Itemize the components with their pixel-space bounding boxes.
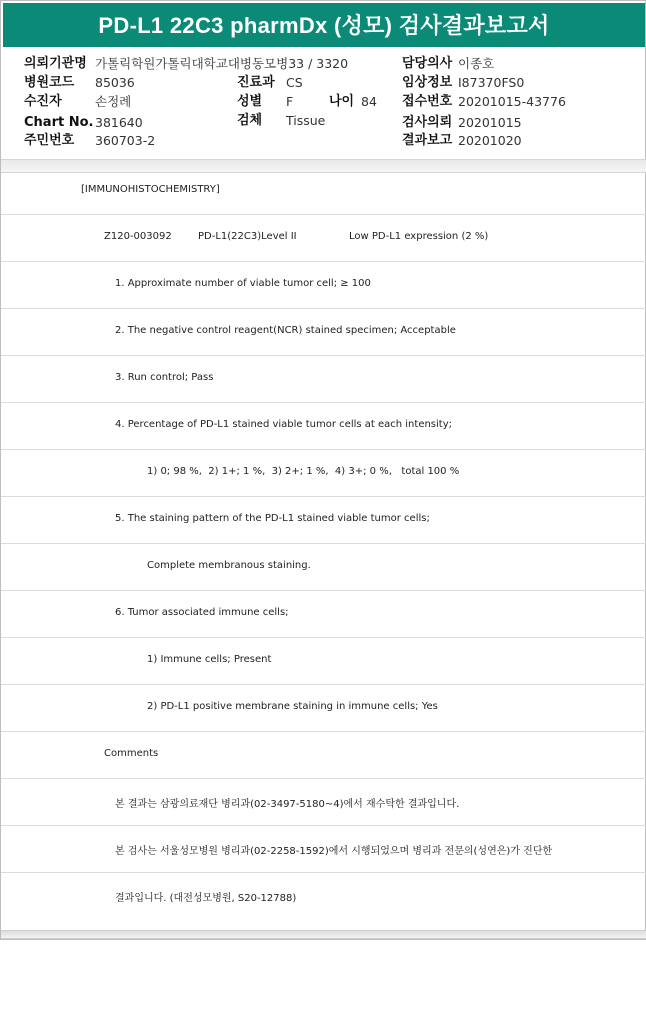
comment-line: 결과입니다. (대전성모병원, S20-12788) xyxy=(115,893,297,904)
hospital-code-value: 85036 xyxy=(95,75,135,90)
result-row xyxy=(1,732,646,779)
section-heading: [IMMUNOHISTOCHEMISTRY] xyxy=(81,184,220,195)
result-row xyxy=(1,356,646,403)
result-row xyxy=(1,262,646,309)
report-title: PD-L1 22C3 pharmDx (성모) 검사결과보고서 xyxy=(3,3,645,47)
department-label: 진료과 xyxy=(237,75,275,90)
sex-value: F xyxy=(286,94,294,109)
result-row xyxy=(1,497,646,544)
finding-subline: Complete membranous staining. xyxy=(147,560,311,571)
finding-subline: 1) Immune cells; Present xyxy=(147,654,272,665)
patient-name-value: 손정례 xyxy=(95,94,132,109)
request-date-label: 검사의뢰 xyxy=(402,115,453,130)
department-value: CS xyxy=(286,75,303,90)
result-row xyxy=(1,168,646,215)
test-code: Z120-003092 xyxy=(104,231,172,242)
specimen-value: Tissue xyxy=(286,113,326,128)
resident-no-label: 주민번호 xyxy=(24,133,75,148)
sex-label: 성별 xyxy=(237,94,263,109)
institution-label: 의뢰기관명 xyxy=(24,56,87,71)
doctor-label: 담당의사 xyxy=(402,56,453,71)
chart-no-label: Chart No. xyxy=(24,115,94,130)
comment-line: 본 결과는 삼광의료재단 병리과(02-3497-5180~4)에서 재수탁한 결과입니다. xyxy=(115,799,460,810)
result-row xyxy=(1,591,646,638)
resident-no-value: 360703-2 xyxy=(95,133,156,148)
finding-line: 1. Approximate number of viable tumor cell; ≥ 100 xyxy=(115,278,371,289)
report-date-label: 결과보고 xyxy=(402,133,453,148)
clinical-info-label: 임상정보 xyxy=(402,75,453,90)
result-body xyxy=(1,168,646,920)
result-row xyxy=(1,873,646,920)
report-date-value: 20201020 xyxy=(458,133,522,148)
result-row xyxy=(1,403,646,450)
finding-subline: 1) 0; 98 %, 2) 1+; 1 %, 3) 2+; 1 %, 4) 3+; 0 %, total 100 % xyxy=(147,466,460,477)
finding-line: 2. The negative control reagent(NCR) stained specimen; Acceptable xyxy=(115,325,456,336)
result-row xyxy=(1,309,646,356)
age-label: 나이 xyxy=(329,94,355,109)
finding-line: 5. The staining pattern of the PD-L1 stained viable tumor cells; xyxy=(115,513,430,524)
institution-value: 가톨릭학원가톨릭대학교대병동모병33 / 3320 xyxy=(95,56,349,71)
doctor-value: 이종호 xyxy=(458,56,495,71)
finding-line: 4. Percentage of PD-L1 stained viable tumor cells at each intensity; xyxy=(115,419,453,430)
specimen-label: 검체 xyxy=(237,113,263,128)
finding-subline: 2) PD-L1 positive membrane staining in immune cells; Yes xyxy=(147,701,438,712)
hospital-code-label: 병원코드 xyxy=(24,75,75,90)
result-row xyxy=(1,779,646,826)
finding-line: 6. Tumor associated immune cells; xyxy=(115,607,289,618)
comments-label: Comments xyxy=(104,748,159,759)
result-row xyxy=(1,450,646,497)
finding-line: 3. Run control; Pass xyxy=(115,372,214,383)
bottom-divider xyxy=(1,930,646,939)
result-row xyxy=(1,826,646,873)
result-row xyxy=(1,638,646,685)
patient-name-label: 수진자 xyxy=(24,94,62,109)
receipt-no-label: 접수번호 xyxy=(402,94,453,109)
expression-result: Low PD-L1 expression (2 %) xyxy=(349,231,489,242)
result-row xyxy=(1,215,646,262)
clinical-info-value: I87370FS0 xyxy=(458,75,525,90)
age-value: 84 xyxy=(361,94,377,109)
result-row xyxy=(1,685,646,732)
patient-info-panel xyxy=(1,51,646,155)
comment-line: 본 검사는 서울성모병원 병리과(02-2258-1592)에서 시행되었으며 병리과 전문의(성연은)가 진단한 xyxy=(115,846,553,857)
result-row xyxy=(1,544,646,591)
chart-no-value: 381640 xyxy=(95,115,143,130)
request-date-value: 20201015 xyxy=(458,115,522,130)
test-name: PD-L1(22C3)Level II xyxy=(198,231,297,242)
receipt-no-value: 20201015-43776 xyxy=(458,94,566,109)
